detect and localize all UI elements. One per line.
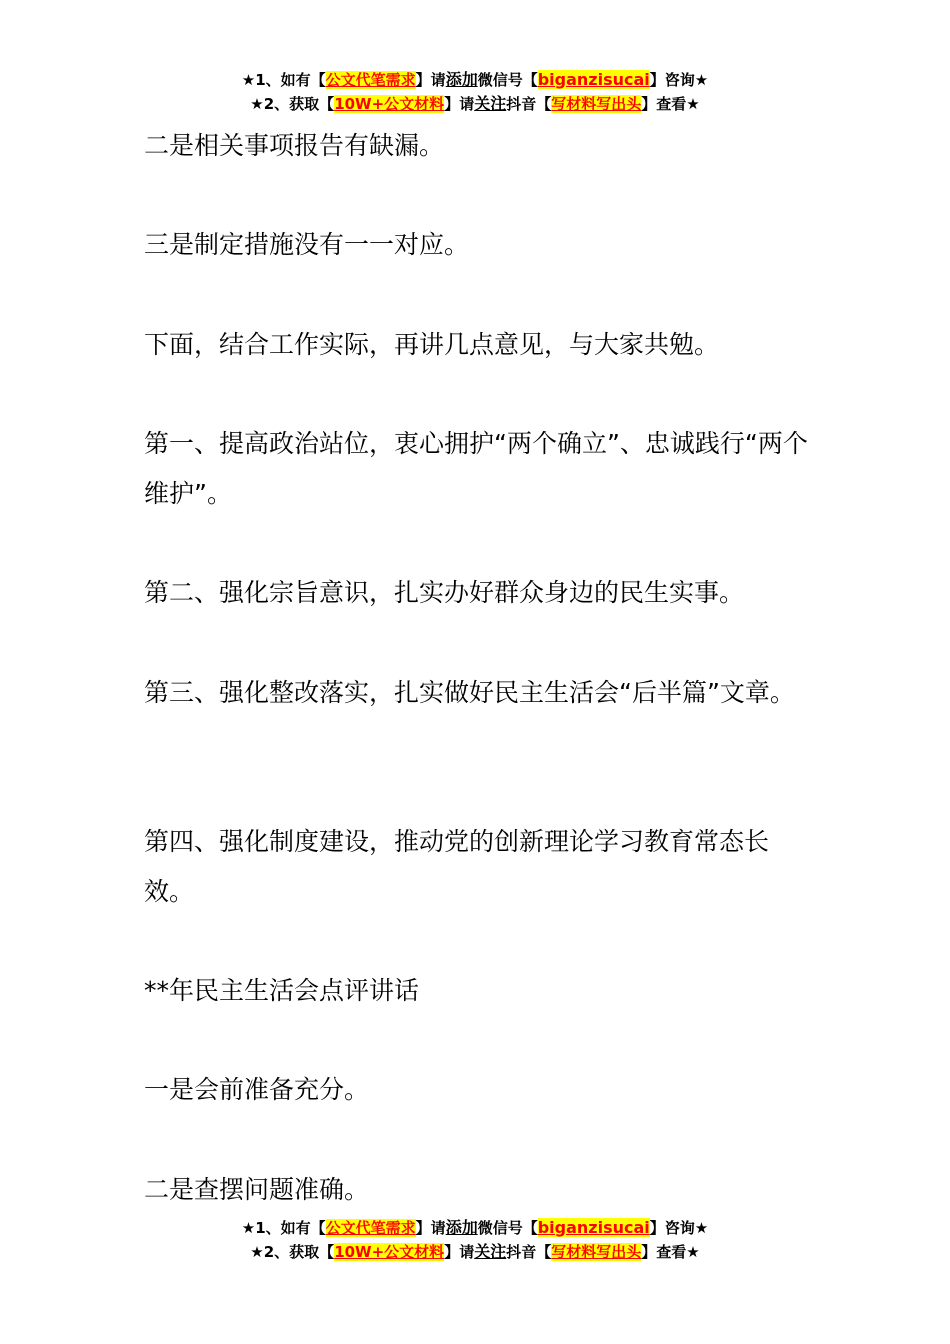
banner-line-1 bbox=[0, 68, 950, 92]
paragraph: 二是相关事项报告有缺漏。 bbox=[144, 131, 445, 160]
footer-banner bbox=[0, 1216, 950, 1264]
banner-text: ★1、如有【 bbox=[241, 1219, 326, 1237]
banner-text: 】查看★ bbox=[641, 95, 700, 113]
highlight-account: 写材料写出头 bbox=[551, 95, 642, 113]
banner-text: 抖音【 bbox=[506, 1243, 552, 1261]
section-heading: **年民主生活会点评讲话 bbox=[144, 976, 420, 1005]
paragraph: 二是查摆问题准确。 bbox=[144, 1175, 370, 1204]
banner-emphasis: 关注 bbox=[474, 1242, 507, 1261]
banner-text: ★1、如有【 bbox=[241, 71, 326, 89]
paragraph: 第四、强化制度建设，推动党的创新理论学习教育常态长效。 bbox=[144, 827, 770, 906]
highlight-service: 公文代笔需求 bbox=[325, 71, 416, 89]
header-banner bbox=[0, 68, 950, 116]
banner-text: 】查看★ bbox=[641, 1243, 700, 1261]
paragraph: 下面，结合工作实际，再讲几点意见，与大家共勉。 bbox=[144, 330, 720, 359]
paragraph: 第二、强化宗旨意识，扎实办好群众身边的民生实事。 bbox=[144, 578, 745, 607]
paragraph: 第三、强化整改落实，扎实做好民主生活会“后半篇”文章。 bbox=[144, 678, 795, 707]
banner-line-1 bbox=[0, 1216, 950, 1240]
banner-text: 】咨询★ bbox=[649, 1219, 709, 1237]
highlight-wechat-id: biganzisucai bbox=[537, 70, 650, 89]
banner-text: 微信号【 bbox=[477, 1219, 538, 1237]
banner-text: 微信号【 bbox=[477, 71, 538, 89]
banner-text: ★2、获取【 bbox=[250, 95, 335, 113]
banner-text: 】请 bbox=[415, 1219, 446, 1237]
paragraph: 三是制定措施没有一一对应。 bbox=[144, 230, 470, 259]
banner-text: 】请 bbox=[444, 95, 475, 113]
banner-text: 】咨询★ bbox=[649, 71, 709, 89]
paragraph: 第一、提高政治站位，衷心拥护“两个确立”、忠诚践行“两个维护”。 bbox=[144, 429, 808, 508]
banner-emphasis: 添加 bbox=[445, 1218, 478, 1237]
banner-emphasis: 添加 bbox=[445, 70, 478, 89]
banner-text: 抖音【 bbox=[506, 95, 552, 113]
highlight-account: 写材料写出头 bbox=[551, 1243, 642, 1261]
banner-text: 】请 bbox=[415, 71, 446, 89]
paragraph: 一是会前准备充分。 bbox=[144, 1075, 370, 1104]
banner-line-2 bbox=[0, 92, 950, 116]
highlight-materials: 10W+公文材料 bbox=[334, 95, 445, 113]
banner-emphasis: 关注 bbox=[474, 94, 507, 113]
banner-text: ★2、获取【 bbox=[250, 1243, 335, 1261]
highlight-service: 公文代笔需求 bbox=[325, 1219, 416, 1237]
banner-text: 】请 bbox=[444, 1243, 475, 1261]
banner-line-2 bbox=[0, 1240, 950, 1264]
highlight-materials: 10W+公文材料 bbox=[334, 1243, 445, 1261]
highlight-wechat-id: biganzisucai bbox=[537, 1218, 650, 1237]
